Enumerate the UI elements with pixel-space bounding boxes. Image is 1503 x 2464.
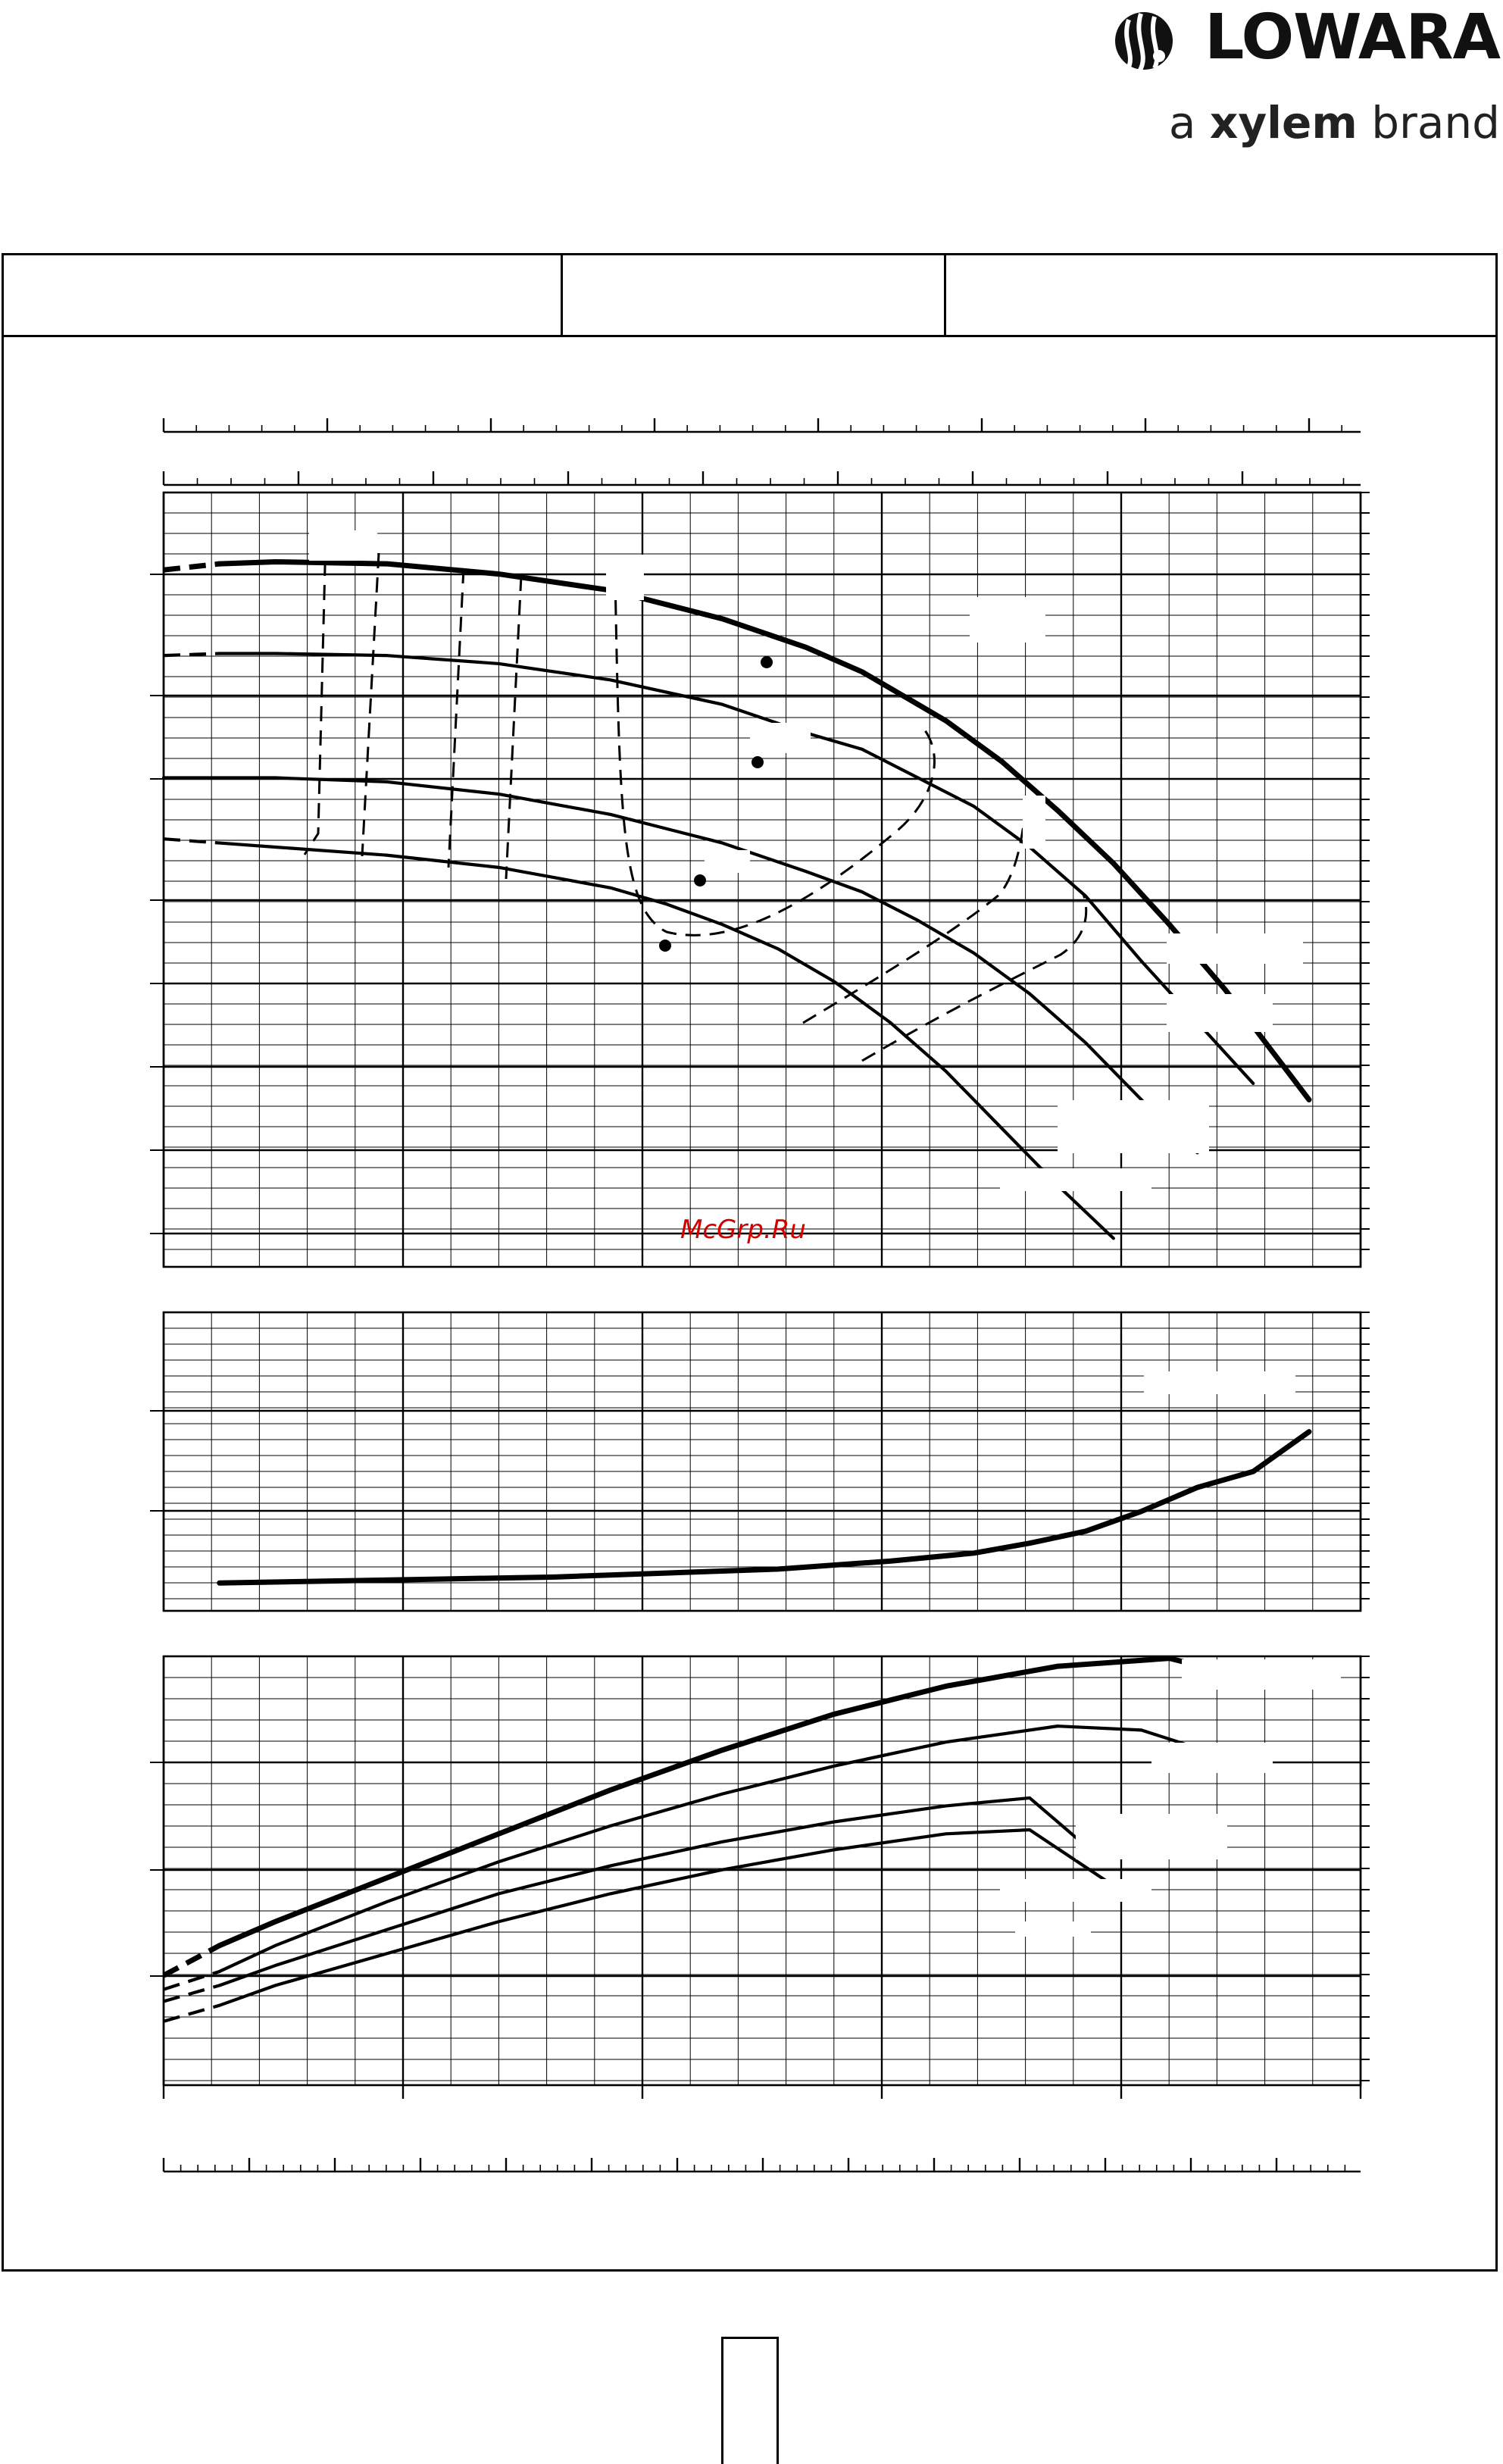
efficiency-iso-line bbox=[862, 894, 1086, 1061]
curve-label-space bbox=[606, 555, 644, 600]
tagline-prefix: a bbox=[1168, 97, 1210, 149]
tagline-suffix: brand bbox=[1357, 97, 1500, 149]
bottom-scale bbox=[164, 2158, 1361, 2172]
curve-dashed-segment bbox=[164, 564, 220, 570]
curve-dashed-segment bbox=[164, 839, 220, 843]
curve-label-space bbox=[1076, 1814, 1227, 1859]
curve-label-space bbox=[1015, 1921, 1091, 1937]
top-scale-lps bbox=[164, 418, 1361, 432]
curve-dashed-segment bbox=[164, 1946, 220, 1975]
curve-label-space bbox=[1167, 994, 1273, 1032]
panel-border bbox=[164, 1312, 1361, 1611]
curve-label-space bbox=[1000, 1879, 1151, 1902]
efficiency-iso-line bbox=[803, 803, 1027, 1023]
curve-label-space bbox=[1144, 1371, 1295, 1394]
curve-head-0 bbox=[220, 561, 1309, 1099]
efficiency-iso-line bbox=[506, 576, 521, 879]
curve-npsh-0 bbox=[220, 1432, 1309, 1584]
curve-label-space bbox=[1058, 1100, 1209, 1153]
curve-power-3 bbox=[220, 1830, 1114, 2006]
top-scale-m3h bbox=[164, 471, 1361, 485]
curve-label-space bbox=[970, 597, 1045, 643]
curve-label-space bbox=[1000, 1168, 1151, 1191]
curve-label-space bbox=[750, 723, 811, 753]
watermark-text: McGrp.Ru bbox=[680, 1215, 806, 1245]
tagline-bold: xylem bbox=[1209, 97, 1358, 149]
curve-label-space bbox=[1023, 796, 1045, 849]
curve-label-space bbox=[1167, 933, 1303, 964]
page-number-box bbox=[721, 2337, 779, 2464]
efficiency-iso-line bbox=[362, 553, 379, 856]
curve-label-space bbox=[705, 850, 750, 873]
operating-point-marker bbox=[659, 940, 671, 952]
brand-name: LOWARA bbox=[1205, 2, 1500, 73]
npsh-panel bbox=[150, 1312, 1370, 1611]
operating-point-marker bbox=[752, 756, 764, 768]
power-panel bbox=[150, 1656, 1370, 2085]
curve-head-3 bbox=[220, 843, 1114, 1239]
curve-dashed-segment bbox=[164, 653, 220, 655]
operating-point-marker bbox=[694, 874, 706, 886]
curves-npsh bbox=[220, 1432, 1309, 1584]
curve-dashed-segment bbox=[164, 1972, 220, 1990]
curve-dashed-segment bbox=[164, 2006, 220, 2022]
curve-label-space bbox=[1182, 1659, 1341, 1690]
curve-label-space bbox=[1151, 1743, 1273, 1773]
operating-point-marker bbox=[761, 656, 773, 668]
curve-label-space bbox=[309, 530, 377, 561]
